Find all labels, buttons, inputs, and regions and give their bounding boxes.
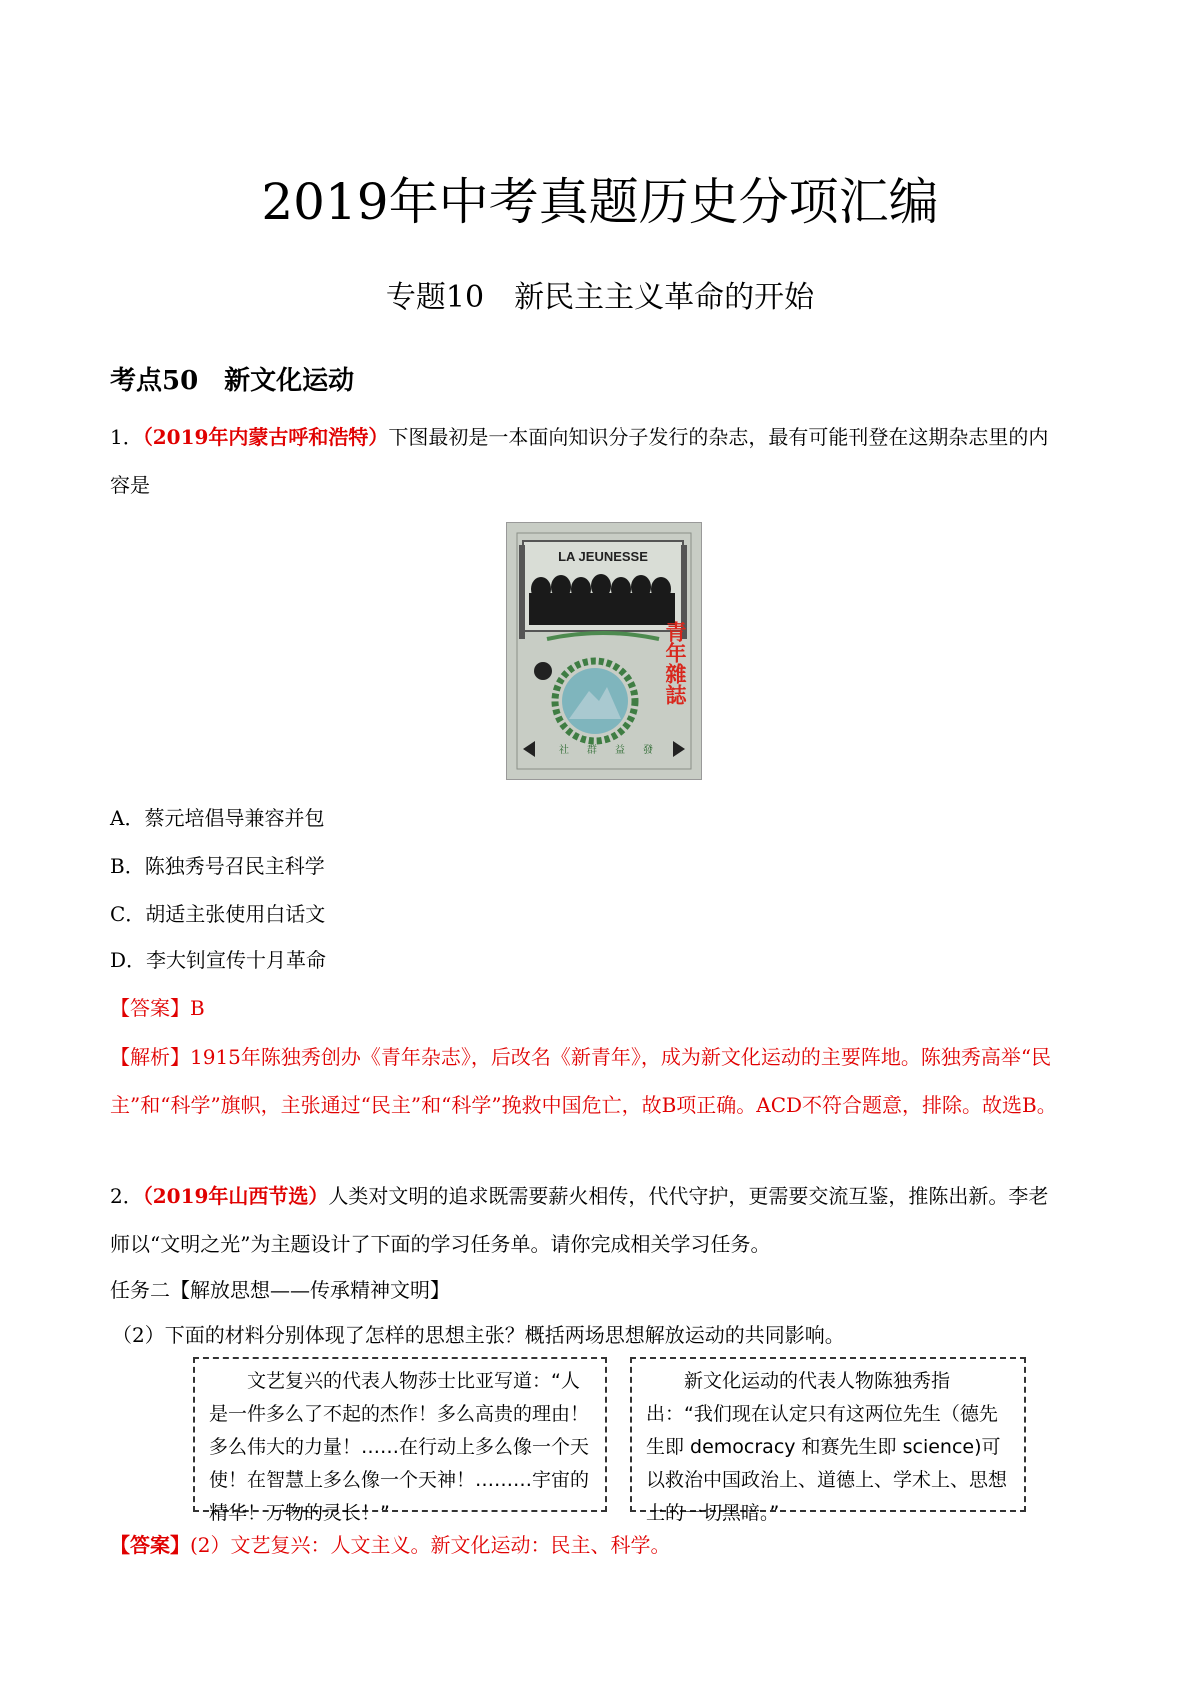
q2-task: 任务二【解放思想——传承精神文明】 — [110, 1278, 450, 1302]
material-box-renaissance — [193, 1357, 607, 1524]
q2-answer-label: 【答案】 — [110, 1533, 190, 1557]
q1-option-b: B．陈独秀号召民主科学 — [110, 854, 325, 878]
section-heading: 考点50 新文化运动 — [110, 366, 355, 396]
q1-analysis-line2: 主”和“科学”旗帜，主张通过“民主”和“科学”挽救中国危亡，故B项正确。ACD不符合题意，排除。故选B。 — [110, 1093, 1057, 1117]
q1-option-c: C．胡适主张使用白话文 — [110, 902, 326, 926]
q2-answer-text: (2）文艺复兴：人文主义。新文化运动：民主、科学。 — [190, 1533, 671, 1557]
q2-stem-text: 人类对文明的追求既需要薪火相传，代代守护，更需要交流互鉴，推陈出新。李老 — [328, 1184, 1049, 1208]
magazine-cover-image — [506, 522, 702, 780]
cover-masthead: LA JEUNESSE — [558, 549, 648, 564]
source-material-boxes — [193, 1357, 1026, 1524]
q2-source: （2019年山西节选） — [142, 1184, 329, 1208]
q1-option-a: A．蔡元培倡导兼容并包 — [110, 806, 325, 830]
q1-number: 1． — [110, 425, 143, 449]
cover-bottom-char-2: 群 — [587, 745, 597, 756]
topic-subtitle: 专题10 新民主主义革命的开始 — [385, 280, 815, 315]
q1-stem-line1 — [110, 413, 1100, 461]
material-renaissance-text: 文艺复兴的代表人物莎士比亚写道：“人是一件多么了不起的杰作！多么高贵的理由！多么伟大的力量！……在行动上多么像一个天使！在智慧上多么像一个天神！………宇宙的精华！万物的灵长！” — [209, 1370, 590, 1524]
q2-sub-question: （2）下面的材料分别体现了怎样的思想主张？概括两场思想解放运动的共同影响。 — [112, 1323, 845, 1347]
q1-stem-line2: 容是 — [110, 473, 150, 497]
cover-vertical-title: 青年雜誌 — [663, 621, 687, 705]
q1-answer: 【答案】B — [110, 996, 205, 1020]
q2-stem-line1 — [110, 1172, 1100, 1220]
q2-answer — [110, 1530, 671, 1560]
cover-bottom-char-1: 社 — [559, 745, 569, 756]
cover-bottom-char-4: 發 — [643, 745, 653, 756]
magazine-cover-drawing — [507, 523, 701, 779]
q1-analysis-line1: 【解析】1915年陈独秀创办《青年杂志》，后改名《新青年》，成为新文化运动的主要阵地。陈独秀高举“民 — [110, 1045, 1052, 1069]
material-new-culture-text: 新文化运动的代表人物陈独秀指出：“我们现在认定只有这两位先生（德先生即 democracy 和赛先生即 science)可以救治中国政治上、道德上、学术上、思想上的一切黑暗。” — [646, 1370, 1008, 1524]
q2-stem-line2: 师以“文明之光”为主题设计了下面的学习任务单。请你完成相关学习任务。 — [110, 1232, 771, 1256]
page-title: 2019年中考真题历史分项汇编 — [261, 173, 939, 231]
q1-source: （2019年内蒙古呼和浩特） — [142, 425, 389, 449]
q2-number: 2． — [110, 1184, 143, 1208]
cover-bottom-char-3: 益 — [615, 745, 625, 756]
q1-option-d: D．李大钊宣传十月革命 — [110, 948, 327, 972]
q1-stem-text: 下图最初是一本面向知识分子发行的杂志，最有可能刊登在这期杂志里的内 — [388, 425, 1049, 449]
material-box-new-culture — [630, 1357, 1026, 1524]
